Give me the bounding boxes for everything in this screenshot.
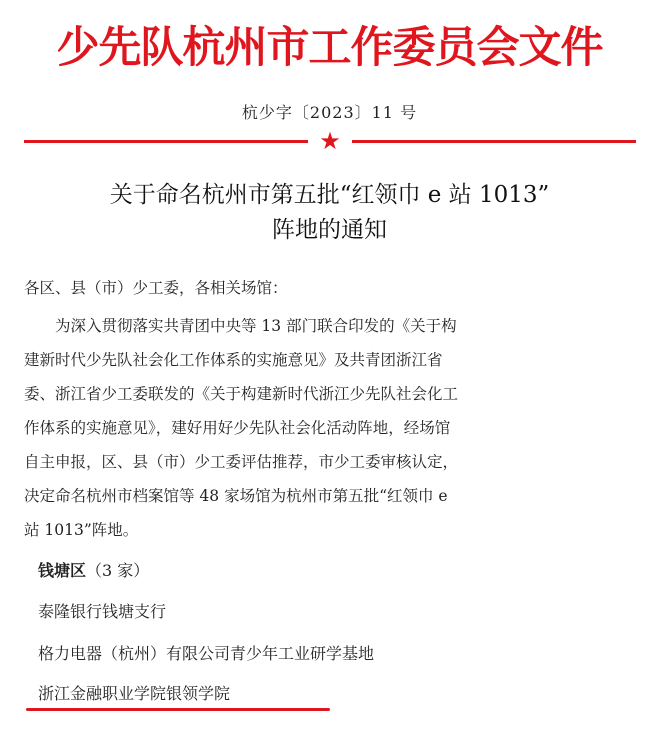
- document-number: 杭少字〔2023〕11 号: [241, 103, 418, 122]
- list-item: 格力电器（杭州）有限公司青少年工业研学基地: [38, 644, 375, 663]
- salutation: 各区、县（市）少工委，各相关场馆：: [24, 279, 288, 297]
- paragraph-line: 作体系的实施意见》，建好用好少先队社会化活动阵地，经场馆: [24, 419, 451, 437]
- issuer-header: 少先队杭州市工作委员会文件: [56, 23, 603, 73]
- paragraph-line: 委、浙江省少工委联发的《关于构建新时代浙江少先队社会化工: [24, 385, 459, 403]
- body-paragraph: [24, 309, 636, 547]
- header-separator: [24, 128, 636, 156]
- list-item: 泰隆银行钱塘支行: [38, 602, 167, 621]
- district-name: 钱塘区: [38, 561, 87, 580]
- separator-line-left: [24, 140, 308, 143]
- paragraph-line: 自主申报，区、县（市）少工委评估推荐，市少工委审核认定，: [24, 453, 459, 471]
- paragraph-line: 站 1013”阵地。: [24, 521, 139, 539]
- district-heading: [38, 559, 598, 583]
- district-count: （3 家）: [86, 561, 150, 580]
- notice-title-line-2: 阵地的通知: [272, 217, 387, 243]
- paragraph-line: 为深入贯彻落实共青团中央等 13 部门联合印发的《关于构: [55, 317, 457, 335]
- list-item: 浙江金融职业学院银领学院: [38, 684, 231, 703]
- star-icon: ★: [319, 127, 341, 155]
- notice-title: [0, 178, 659, 248]
- notice-title-line-1: 关于命名杭州市第五批“红领巾 e 站 1013”: [109, 182, 550, 208]
- separator-line-right: [352, 140, 636, 143]
- highlight-underline: [26, 708, 330, 711]
- paragraph-line: 决定命名杭州市档案馆等 48 家场馆为杭州市第五批“红领巾 e: [24, 487, 448, 505]
- paragraph-line: 建新时代少先队社会化工作体系的实施意见》及共青团浙江省: [24, 351, 443, 369]
